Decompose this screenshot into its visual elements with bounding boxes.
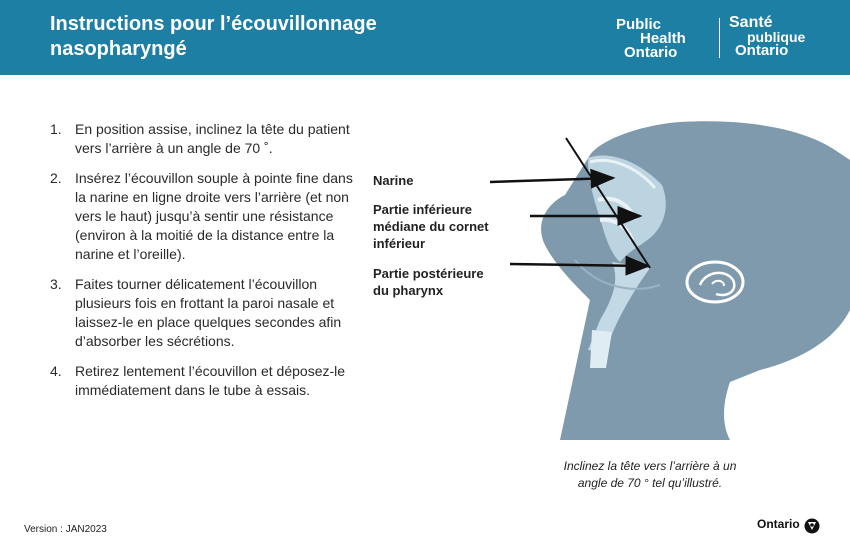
logo-fr-line-1: Santé [729, 14, 773, 31]
sante-publique-ontario-logo [729, 16, 829, 58]
logo-fr-line-2: publique [747, 29, 806, 45]
ontario-wordmark: Ontario [757, 517, 800, 531]
header-banner [0, 0, 850, 75]
label-nostril: Narine [373, 173, 414, 188]
label-turbinate-line: inférieur [373, 236, 426, 251]
label-pharynx [373, 265, 484, 299]
instruction-steps [50, 120, 360, 411]
logo-en-line-2: Health [640, 30, 686, 47]
logo-en-line-1: Public [616, 16, 662, 33]
step-item [50, 169, 360, 264]
step-text: Insérez l’écouvillon souple à pointe fine dans la narine en ligne droite vers l’arrière (et non vers le haut) jusqu’à sentir une résistance (environ à la moitié de la distance entre la narine et l’oreille). [75, 170, 353, 262]
step-text: Retirez lentement l’écouvillon et déposez-le immédiatement dans le tube à essais. [75, 363, 346, 398]
step-item [50, 275, 360, 351]
logo-divider [719, 18, 720, 58]
logo-fr-line-3: Ontario [735, 42, 789, 59]
label-turbinate-line: Partie inférieure [373, 202, 472, 217]
caption-line: angle de 70 ° tel qu’illustré. [577, 476, 723, 490]
logo-en-line-3: Ontario [624, 44, 678, 61]
head-silhouette [541, 121, 850, 440]
version-label: Version : JAN2023 [24, 524, 107, 535]
label-pharynx-line: Partie postérieure [373, 266, 484, 281]
label-pharynx-line: du pharynx [373, 283, 444, 298]
step-text: Faites tourner délicatement l’écouvillon plusieurs fois en frottant la paroi nasale et laissez-le en place quelques secondes afin d’absorber les sécrétions. [75, 276, 342, 349]
ontario-trillium-icon [804, 518, 820, 534]
caption-line: Inclinez la tête vers l’arrière à un [563, 459, 737, 473]
page-title: Instructions pour l’écouvillonnage nasopharyngé [50, 13, 377, 60]
step-number: 3. [50, 276, 62, 292]
label-turbinate [373, 201, 489, 252]
step-number: 1. [50, 121, 62, 137]
step-item [50, 362, 360, 400]
figure-caption [530, 458, 770, 492]
step-number: 2. [50, 170, 62, 186]
label-turbinate-line: médiane du cornet [373, 219, 489, 234]
public-health-ontario-logo [616, 18, 712, 60]
step-text: En position assise, inclinez la tête du patient vers l’arrière à un angle de 70 ˚. [75, 121, 350, 156]
step-number: 4. [50, 363, 62, 379]
step-item [50, 120, 360, 158]
